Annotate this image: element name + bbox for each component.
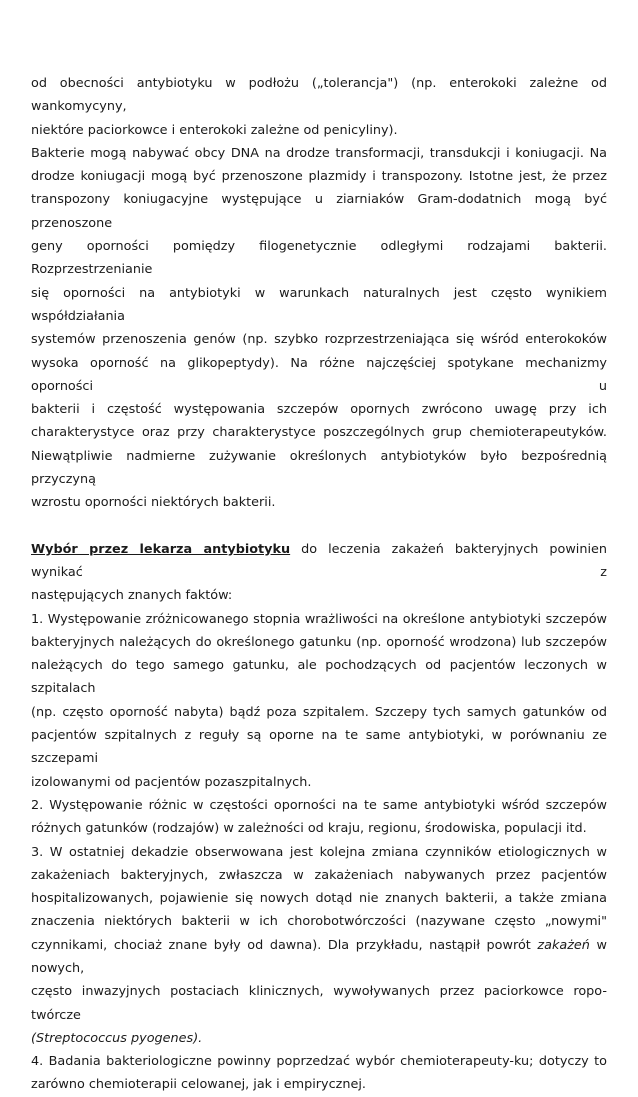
text-line: zakażeniach bakteryjnych, zwłaszcza w zakażeniach nabywanych przez pacjentów bbox=[31, 867, 607, 883]
text-line: należących do tego samego gatunku, ale pochodzących od pacjentów leczonych w szpitalach bbox=[31, 658, 607, 697]
text-line: geny oporności pomiędzy filogenetycznie odległymi rodzajami bakterii. Rozprzestrzenianie bbox=[31, 239, 607, 278]
line-end: w nowych, bbox=[31, 937, 607, 976]
text-line: różnych gatunków (rodzajów) w zależności od kraju, regionu, środowiska, populacji itd. bbox=[31, 821, 587, 837]
text-line: wzrostu oporności niektórych bakterii. bbox=[31, 495, 276, 511]
text-line bbox=[31, 538, 607, 585]
list-item-4 bbox=[31, 1050, 607, 1097]
paragraph-tolerance bbox=[31, 72, 607, 142]
text-line: się oporności na antybiotyki w warunkach naturalnych jest często wynikiem współdziałania bbox=[31, 285, 607, 324]
text-line: systemów przenoszenia genów (np. szybko rozprzestrzeniająca się wśród enterokoków bbox=[31, 332, 607, 348]
text-line: następujących znanych faktów: bbox=[31, 588, 233, 604]
list-item-1 bbox=[31, 608, 607, 794]
text-line: (np. często oporność nabyta) bądź poza szpitalem. Szczepy tych samych gatunków od bbox=[31, 704, 607, 720]
text-line: znaczenia niektórych bakterii w ich chorobotwórczości (nazywane często „nowymi" bbox=[31, 914, 607, 930]
species-name: (Streptococcus pyogenes). bbox=[31, 1030, 203, 1046]
text-line: izolowanymi od pacjentów pozaszpitalnych. bbox=[31, 774, 312, 790]
list-item-2 bbox=[31, 794, 607, 841]
text-line bbox=[31, 934, 607, 981]
text-line: 4. Badania bakteriologiczne powinny poprzedzać wybór chemioterapeuty-ku; dotyczy to bbox=[31, 1054, 607, 1070]
text-line: drodze koniugacji mogą być przenoszone plazmidy i transpozony. Istotne jest, że przez bbox=[31, 169, 607, 185]
text-line: 3. W ostatniej dekadzie obserwowana jest kolejna zmiana czynników etiologicznych w bbox=[31, 844, 607, 860]
text-line: niektóre paciorkowce i enterokoki zależne od penicyliny). bbox=[31, 122, 398, 138]
text-line: zarówno chemioterapii celowanej, jak i empirycznej. bbox=[31, 1077, 366, 1093]
text-line: Niewątpliwie nadmierne zużywanie określonych antybiotyków było bezpośrednią przyczyną bbox=[31, 448, 607, 488]
text-line: transpozony koniugacyjne występujące u ziarniaków Gram-dodatnich mogą być przenoszone bbox=[31, 192, 607, 231]
text-line: bakterii i częstość występowania szczepów opornych zwrócono uwagę przy ich bbox=[31, 402, 607, 418]
line-start: czynnikami, chociaż znane były od dawna). Dla przykładu, nastąpił powrót bbox=[31, 937, 538, 953]
paragraph-gene-transfer bbox=[31, 142, 607, 515]
text-line: od obecności antybiotyku w podłożu („tolerancja") (np. enterokoki zależne od wankomycyny, bbox=[31, 76, 607, 115]
text-line: 1. Występowanie zróżnicowanego stopnia wrażliwości na określone antybiotyki szczepów bbox=[31, 611, 607, 627]
section-heading: Wybór przez lekarza antybiotyku bbox=[31, 541, 291, 557]
text-line: hospitalizowanych, pojawienie się nowych dotąd nie znanych bakterii, a także zmiana bbox=[31, 891, 607, 907]
italic-word: zakażeń bbox=[537, 937, 590, 953]
text-line: bakteryjnych należących do określonego gatunku (np. oporność wrodzona) lub szczepów bbox=[31, 634, 607, 650]
paragraph-antibiotic-choice bbox=[31, 538, 607, 608]
text-line: wysoka oporność na glikopeptydy). Na różne najczęściej spotykane mechanizmy oporności u bbox=[31, 355, 607, 394]
list-item-3 bbox=[31, 841, 607, 1051]
text-line: charakterystyce oraz przy charakterystyce poszczególnych grup chemioterapeutyków. bbox=[31, 425, 607, 441]
paragraph-spacer bbox=[31, 515, 607, 538]
text-line: często inwazyjnych postaciach klinicznych, wywoływanych przez paciorkowce ropo-twórcze bbox=[31, 984, 607, 1023]
heading-continuation: do leczenia zakażeń bakteryjnych powinien wynikać z bbox=[31, 541, 607, 580]
text-line: Bakterie mogą nabywać obcy DNA na drodze transformacji, transdukcji i koniugacji. Na bbox=[31, 145, 607, 161]
document-body bbox=[31, 72, 607, 1097]
text-line: pacjentów szpitalnych z reguły są oporne na te same antybiotyki, w porównaniu ze szczepami bbox=[31, 728, 607, 767]
text-line: 2. Występowanie różnic w częstości oporności na te same antybiotyki wśród szczepów bbox=[31, 797, 607, 813]
